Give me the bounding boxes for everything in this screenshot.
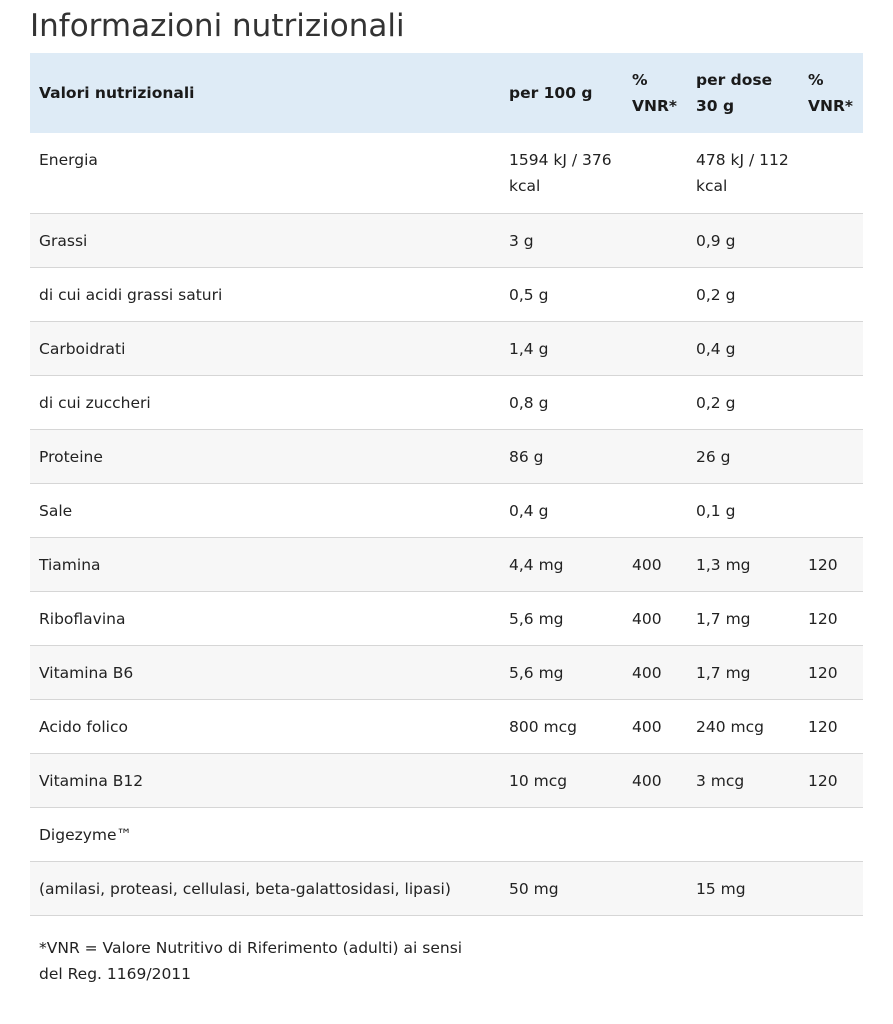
nutrient-name: Acido folico xyxy=(39,717,128,736)
value-per-dose: 0,1 g xyxy=(696,501,736,520)
vnr-per-dose: 120 xyxy=(808,609,838,628)
vnr-per-100g xyxy=(623,133,687,213)
nutrient-name: Tiamina xyxy=(39,555,101,574)
table-row xyxy=(30,375,863,429)
vnr-per-100g xyxy=(623,429,687,483)
vnr-per-100g xyxy=(623,483,687,537)
vnr-per-100g xyxy=(623,213,687,267)
header-per-dose: per dose 30 g xyxy=(696,71,773,115)
vnr-per-dose: 120 xyxy=(808,717,838,736)
vnr-per-dose xyxy=(799,267,863,321)
value-per-dose: 26 g xyxy=(696,447,731,466)
header-vnr-100g: % VNR* xyxy=(632,71,678,115)
value-per-100g: 1594 kJ / 376 kcal xyxy=(509,151,612,195)
vnr-per-dose xyxy=(799,375,863,429)
nutrition-table-container xyxy=(30,53,863,916)
table-row xyxy=(30,133,863,213)
table-row xyxy=(30,483,863,537)
value-per-dose: 3 mcg xyxy=(696,771,745,790)
table-row xyxy=(30,861,863,915)
value-per-100g: 4,4 mg xyxy=(509,555,564,574)
table-row xyxy=(30,807,863,861)
nutrient-name: Digezyme™ xyxy=(39,825,133,844)
nutrient-name: Carboidrati xyxy=(39,339,126,358)
nutrient-name: di cui zuccheri xyxy=(39,393,151,412)
value-per-dose: 0,9 g xyxy=(696,231,736,250)
vnr-per-100g: 400 xyxy=(632,609,662,628)
value-per-100g: 0,4 g xyxy=(509,501,549,520)
table-row xyxy=(30,699,863,753)
value-per-100g: 0,5 g xyxy=(509,285,549,304)
table-row xyxy=(30,753,863,807)
vnr-per-dose xyxy=(799,861,863,915)
table-row xyxy=(30,213,863,267)
vnr-per-100g xyxy=(623,267,687,321)
value-per-100g: 1,4 g xyxy=(509,339,549,358)
vnr-per-dose xyxy=(799,133,863,213)
value-per-dose xyxy=(687,807,799,861)
vnr-per-dose xyxy=(799,807,863,861)
vnr-per-100g: 400 xyxy=(632,771,662,790)
vnr-per-dose: 120 xyxy=(808,555,838,574)
value-per-dose: 240 mcg xyxy=(696,717,764,736)
vnr-per-100g xyxy=(623,375,687,429)
page-title: Informazioni nutrizionali xyxy=(30,8,405,44)
value-per-dose: 1,7 mg xyxy=(696,609,751,628)
vnr-per-100g: 400 xyxy=(632,663,662,682)
value-per-dose: 15 mg xyxy=(696,879,746,898)
value-per-dose: 0,2 g xyxy=(696,393,736,412)
value-per-100g: 50 mg xyxy=(509,879,559,898)
nutrient-name: di cui acidi grassi saturi xyxy=(39,285,223,304)
vnr-per-100g: 400 xyxy=(632,555,662,574)
footnote: *VNR = Valore Nutritivo di Riferimento (adulti) ai sensi del Reg. 1169/2011 xyxy=(39,939,463,983)
vnr-per-dose xyxy=(799,321,863,375)
value-per-100g: 5,6 mg xyxy=(509,609,564,628)
vnr-per-100g xyxy=(623,807,687,861)
nutrient-name: Grassi xyxy=(39,231,88,250)
table-row xyxy=(30,429,863,483)
table-row xyxy=(30,267,863,321)
value-per-100g: 10 mcg xyxy=(509,771,568,790)
vnr-per-dose xyxy=(799,213,863,267)
table-row xyxy=(30,321,863,375)
table-row xyxy=(30,591,863,645)
vnr-per-100g xyxy=(623,321,687,375)
nutrient-name: Vitamina B12 xyxy=(39,771,144,790)
header-per-100g: per 100 g xyxy=(509,84,593,102)
vnr-per-dose: 120 xyxy=(808,663,838,682)
value-per-dose: 478 kJ / 112 kcal xyxy=(696,151,789,195)
vnr-per-dose xyxy=(799,483,863,537)
nutrient-name: Energia xyxy=(39,151,98,169)
value-per-dose: 1,7 mg xyxy=(696,663,751,682)
header-vnr-dose: % VNR* xyxy=(808,71,854,115)
vnr-per-dose xyxy=(799,429,863,483)
value-per-100g: 800 mcg xyxy=(509,717,577,736)
table-row xyxy=(30,645,863,699)
nutrient-name: Vitamina B6 xyxy=(39,663,134,682)
vnr-per-100g xyxy=(623,861,687,915)
value-per-100g: 5,6 mg xyxy=(509,663,564,682)
vnr-per-100g: 400 xyxy=(632,717,662,736)
table-row xyxy=(30,537,863,591)
header-nutritional-values: Valori nutrizionali xyxy=(39,84,195,102)
value-per-100g: 3 g xyxy=(509,231,534,250)
nutrient-name: Sale xyxy=(39,501,73,520)
value-per-dose: 0,2 g xyxy=(696,285,736,304)
value-per-100g: 0,8 g xyxy=(509,393,549,412)
table-header-row xyxy=(30,53,863,133)
nutrient-name: Riboflavina xyxy=(39,609,126,628)
nutrient-name: (amilasi, proteasi, cellulasi, beta-galattosidasi, lipasi) xyxy=(39,879,451,898)
vnr-per-dose: 120 xyxy=(808,771,838,790)
value-per-100g: 86 g xyxy=(509,447,544,466)
nutrition-table xyxy=(30,53,863,916)
value-per-dose: 0,4 g xyxy=(696,339,736,358)
value-per-dose: 1,3 mg xyxy=(696,555,751,574)
value-per-100g xyxy=(500,807,623,861)
nutrient-name: Proteine xyxy=(39,447,103,466)
